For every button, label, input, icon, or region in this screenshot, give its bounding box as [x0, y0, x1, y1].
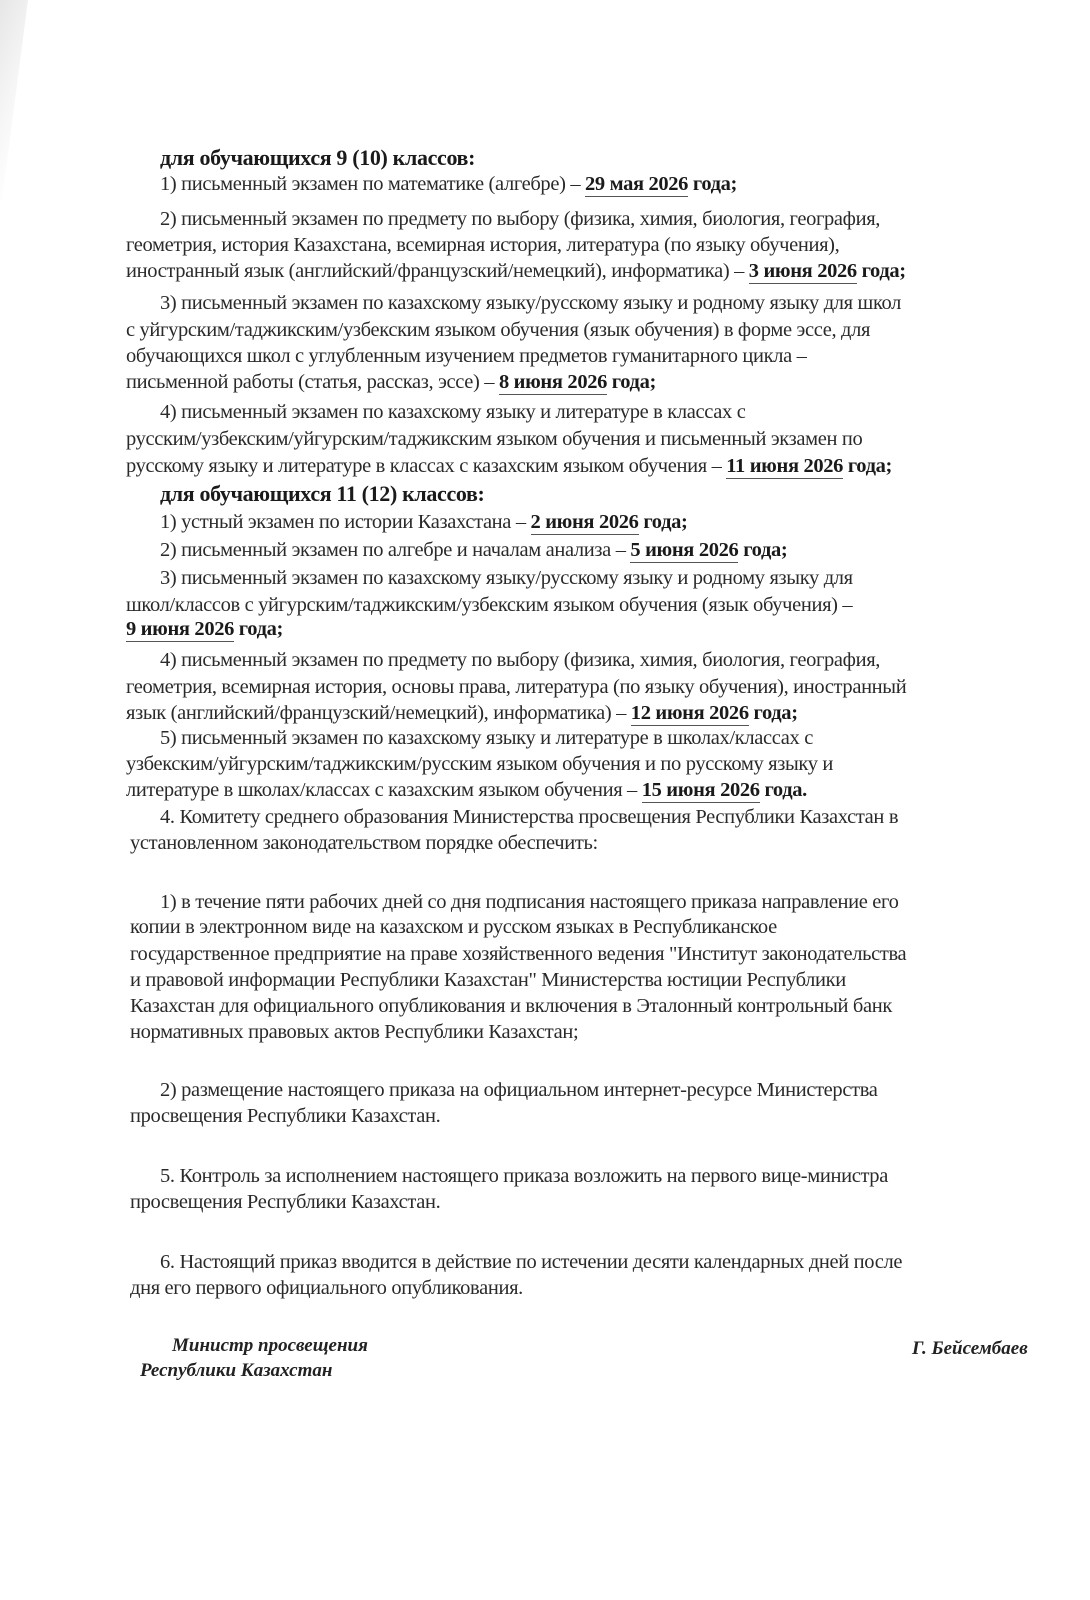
section-heading-9-10: для обучающихся 9 (10) классов: — [160, 145, 476, 170]
exam-item-line: школ/классов с уйгурским/таджикским/узбекским языком обучения (язык обучения) – — [126, 594, 853, 616]
exam-text: 2) письменный экзамен по алгебре и началам анализа – — [160, 539, 631, 561]
clause-4-sub1-line: Казахстан для официального опубликования и включения в Эталонный контрольный банк — [130, 995, 892, 1017]
exam-item — [160, 538, 787, 562]
exam-date-suffix: года; — [688, 173, 738, 195]
clause-4-line: установленном законодательством порядке обеспечить: — [130, 832, 598, 854]
exam-date: 29 мая 2026 — [585, 173, 689, 195]
exam-item-line: 4) письменный экзамен по предмету по выбору (физика, химия, биология, география, — [160, 649, 881, 671]
exam-item-line — [126, 701, 798, 725]
exam-text: 1) письменный экзамен по математике (алгебре) – — [160, 173, 586, 195]
exam-item-line — [126, 259, 906, 283]
clause-4-sub2-line: просвещения Республики Казахстан. — [130, 1105, 441, 1127]
exam-date: 2 июня 2026 — [530, 511, 639, 533]
exam-item-line: обучающихся школ с углубленным изучением предметов гуманитарного цикла – — [126, 345, 807, 367]
clause-5-line: просвещения Республики Казахстан. — [130, 1191, 441, 1213]
exam-text: 1) устный экзамен по истории Казахстана – — [160, 511, 531, 533]
exam-date: 8 июня 2026 — [498, 371, 608, 393]
exam-date-suffix: года; — [843, 455, 893, 477]
signatory-title-line1: Министр просвещения — [172, 1335, 368, 1356]
exam-date-suffix: года. — [759, 779, 807, 801]
exam-text: русскому языку и литературе в классах с казахским языком обучения – — [126, 455, 727, 477]
exam-date: 5 июня 2026 — [630, 539, 739, 561]
exam-item — [160, 510, 687, 534]
exam-date-suffix: года; — [748, 702, 798, 724]
exam-date: 3 июня 2026 — [748, 260, 857, 282]
signatory-title-line2: Республики Казахстан — [140, 1360, 333, 1381]
clause-4-sub1-line: 1) в течение пяти рабочих дней со дня подписания настоящего приказа направление его — [160, 891, 899, 913]
clause-4-sub1-line: и правовой информации Республики Казахстан" Министерства юстиции Республики — [130, 969, 846, 991]
exam-item-line: с уйгурским/таджикским/узбекским языком обучения (язык обучения) в форме эссе, для — [126, 319, 871, 341]
clause-6-line: 6. Настоящий приказ вводится в действие по истечении десяти календарных дней после — [160, 1251, 903, 1273]
exam-date: 12 июня 2026 — [630, 702, 749, 724]
exam-item-line — [126, 454, 892, 478]
clause-4-line: 4. Комитету среднего образования Министерства просвещения Республики Казахстан в — [160, 806, 899, 828]
exam-date-suffix: года; — [638, 511, 688, 533]
exam-item-line: геометрия, всемирная история, основы права, литература (по языку обучения), иностранный — [126, 676, 907, 698]
exam-text: иностранный язык (английский/французский/немецкий), информатика) – — [126, 260, 749, 282]
clause-5-line: 5. Контроль за исполнением настоящего приказа возложить на первого вице-министра — [160, 1165, 888, 1187]
exam-item-line: 3) письменный экзамен по казахскому языку/русскому языку и родному языку для — [160, 567, 853, 589]
exam-item-line: 4) письменный экзамен по казахскому языку и литературе в классах с — [160, 401, 746, 423]
exam-item — [160, 172, 737, 196]
exam-date-suffix: года; — [738, 539, 788, 561]
exam-item-line: 2) письменный экзамен по предмету по выбору (физика, химия, биология, география, — [160, 208, 881, 230]
exam-item-line: геометрия, история Казахстана, всемирная история, литература (по языку обучения), — [126, 234, 840, 256]
exam-date-suffix: года; — [234, 618, 283, 640]
exam-text: язык (английский/французский/немецкий), информатика) – — [126, 702, 631, 724]
exam-date: 11 июня 2026 — [726, 455, 844, 477]
exam-date-suffix: года; — [856, 260, 906, 282]
exam-item-line: 3) письменный экзамен по казахскому языку/русскому языку и родному языку для школ — [160, 292, 902, 314]
exam-date: 9 июня 2026 — [126, 618, 235, 640]
clause-4-sub1-line: государственное предприятие на праве хозяйственного ведения "Институт законодательства — [130, 943, 907, 965]
exam-item-line: узбекским/уйгурским/таджикским/русским языком обучения и по русскому языку и — [126, 753, 833, 775]
exam-text: литературе в школах/классах с казахским языком обучения – — [126, 779, 642, 801]
clause-4-sub2-line: 2) размещение настоящего приказа на официальном интернет-ресурсе Министерства — [160, 1079, 878, 1101]
exam-text: письменной работы (статья, рассказ, эссе) – — [126, 371, 499, 393]
clause-6-line: дня его первого официального опубликования. — [130, 1277, 523, 1299]
section-heading-11-12: для обучающихся 11 (12) классов: — [160, 481, 485, 506]
exam-item-line — [126, 778, 807, 802]
exam-item-line — [126, 370, 656, 394]
exam-item-line: русским/узбекским/уйгурским/таджикским языком обучения и письменный экзамен по — [126, 428, 863, 450]
signatory-name: Г. Бейсембаев — [912, 1338, 1028, 1359]
exam-date-suffix: года; — [607, 371, 656, 393]
exam-item-line — [126, 617, 283, 641]
exam-date: 15 июня 2026 — [641, 779, 760, 801]
clause-4-sub1-line: копии в электронном виде на казахском и русском языках в Республиканское — [130, 916, 777, 938]
clause-4-sub1-line: нормативных правовых актов Республики Казахстан; — [130, 1021, 579, 1043]
exam-item-line: 5) письменный экзамен по казахскому языку и литературе в школах/классах с — [160, 727, 813, 749]
